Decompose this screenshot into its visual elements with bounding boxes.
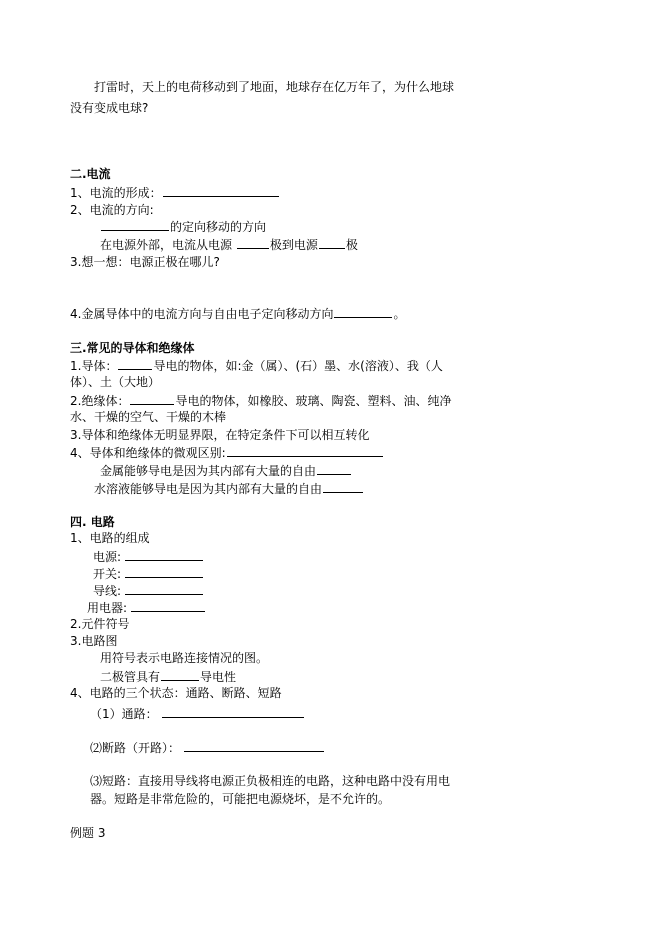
wire-blank bbox=[125, 582, 203, 595]
diode-text-b: 导电性 bbox=[200, 670, 237, 684]
conductor-def-line2: 体）、土（大地） bbox=[70, 375, 161, 389]
intro-line-1: 打雷时，天上的电荷移动到了地面，地球存在亿万年了，为什么地球 bbox=[94, 80, 455, 94]
power-source-blank bbox=[125, 548, 203, 561]
open-circuit-label: ⑵断路（开路）： bbox=[90, 741, 181, 755]
circuit-diagram: 3.电路图 bbox=[70, 634, 118, 648]
pole-blank-1 bbox=[237, 236, 269, 249]
conductor-label: 1.导体： bbox=[70, 359, 118, 373]
appliance-blank bbox=[131, 599, 205, 612]
current-formation-blank bbox=[163, 184, 279, 197]
metal-direction-end: 。 bbox=[393, 307, 406, 321]
diode-row bbox=[100, 668, 236, 685]
wire-label: 导线: bbox=[93, 584, 122, 598]
micro-difference-blank bbox=[227, 444, 383, 457]
section-circuit-heading: 四. 电路 bbox=[70, 515, 115, 529]
closed-circuit-blank bbox=[162, 705, 304, 718]
solution-conduction bbox=[94, 480, 364, 497]
current-formation bbox=[70, 184, 280, 201]
appliance-label: 用电器: bbox=[87, 601, 128, 615]
conductor-def bbox=[70, 357, 443, 374]
intro-line-2: 没有变成电球? bbox=[70, 101, 149, 115]
switch-row bbox=[93, 565, 204, 582]
direction-text: 的定向移动的方向 bbox=[170, 220, 267, 234]
switch-label: 开关: bbox=[93, 567, 122, 581]
insulator-blank bbox=[130, 392, 174, 405]
circuit-states: 4、电路的三个状态：通路、断路、短路 bbox=[70, 686, 282, 700]
power-source-row bbox=[93, 548, 204, 565]
short-circuit-line-2: 器。短路是非常危险的，可能把电源烧坏，是不允许的。 bbox=[90, 792, 391, 806]
outside-text-c: 极 bbox=[345, 238, 358, 252]
think-question: 3.想一想：电源正极在哪儿? bbox=[70, 255, 220, 269]
current-outside-source bbox=[100, 236, 358, 253]
circuit-diagram-def: 用符号表示电路连接情况的图。 bbox=[100, 651, 269, 665]
switch-blank bbox=[125, 565, 203, 578]
current-direction-def bbox=[100, 218, 266, 235]
diode-blank bbox=[161, 668, 199, 681]
open-circuit-row bbox=[90, 739, 325, 756]
conductor-insulator-boundary: 3.导体和绝缘体无明显界限，在特定条件下可以相互转化 bbox=[70, 428, 370, 442]
pole-blank-2 bbox=[319, 236, 345, 249]
wire-row bbox=[93, 582, 204, 599]
metal-direction-text: 4.金属导体中的电流方向与自由电子定向移动方向 bbox=[70, 307, 334, 321]
closed-circuit-row bbox=[90, 705, 305, 722]
metal-direction-blank bbox=[334, 305, 392, 318]
closed-circuit-label: （1）通路： bbox=[90, 707, 158, 721]
short-circuit-line-1: ⑶短路：直接用导线将电源正负极相连的电路，这种电路中没有用电 bbox=[90, 774, 451, 788]
micro-difference-label: 4、导体和绝缘体的微观区别: bbox=[70, 446, 226, 460]
example-label: 例题 3 bbox=[70, 826, 106, 840]
appliance-row bbox=[87, 599, 206, 616]
insulator-def-line2: 水、干燥的空气、干燥的木棒 bbox=[70, 410, 227, 424]
metal-conduction-blank bbox=[317, 462, 351, 475]
charge-blank bbox=[101, 218, 169, 231]
outside-text-a: 在电源外部，电流从电源 bbox=[100, 238, 236, 252]
solution-conduction-text: 水溶液能够导电是因为其内部有大量的自由 bbox=[94, 482, 323, 496]
insulator-def bbox=[70, 392, 451, 409]
section-current-heading: 二.电流 bbox=[70, 167, 111, 181]
metal-conductor-direction bbox=[70, 305, 405, 322]
open-circuit-blank bbox=[184, 739, 324, 752]
conductor-text: 导电的物体，如:金（属）、(石）墨、水(溶液）、我（人 bbox=[153, 359, 443, 373]
conductor-blank bbox=[118, 357, 152, 370]
current-formation-label: 1、电流的形成： bbox=[70, 186, 162, 200]
metal-conduction bbox=[100, 462, 352, 479]
power-source-label: 电源: bbox=[93, 550, 122, 564]
diode-text-a: 二极管具有 bbox=[100, 670, 161, 684]
micro-difference bbox=[70, 444, 384, 461]
section-conductors-heading: 三.常见的导体和绝缘体 bbox=[70, 341, 195, 355]
current-direction-label: 2、电流的方向: bbox=[70, 203, 154, 217]
component-symbols: 2.元件符号 bbox=[70, 617, 130, 631]
circuit-composition: 1、电路的组成 bbox=[70, 531, 150, 545]
insulator-text: 导电的物体，如橡胶、玻璃、陶瓷、塑料、油、纯净 bbox=[175, 394, 452, 408]
metal-conduction-text: 金属能够导电是因为其内部有大量的自由 bbox=[100, 464, 317, 478]
outside-text-b: 极到电源 bbox=[269, 238, 318, 252]
insulator-label: 2.绝缘体： bbox=[70, 394, 130, 408]
solution-conduction-blank bbox=[323, 480, 363, 493]
